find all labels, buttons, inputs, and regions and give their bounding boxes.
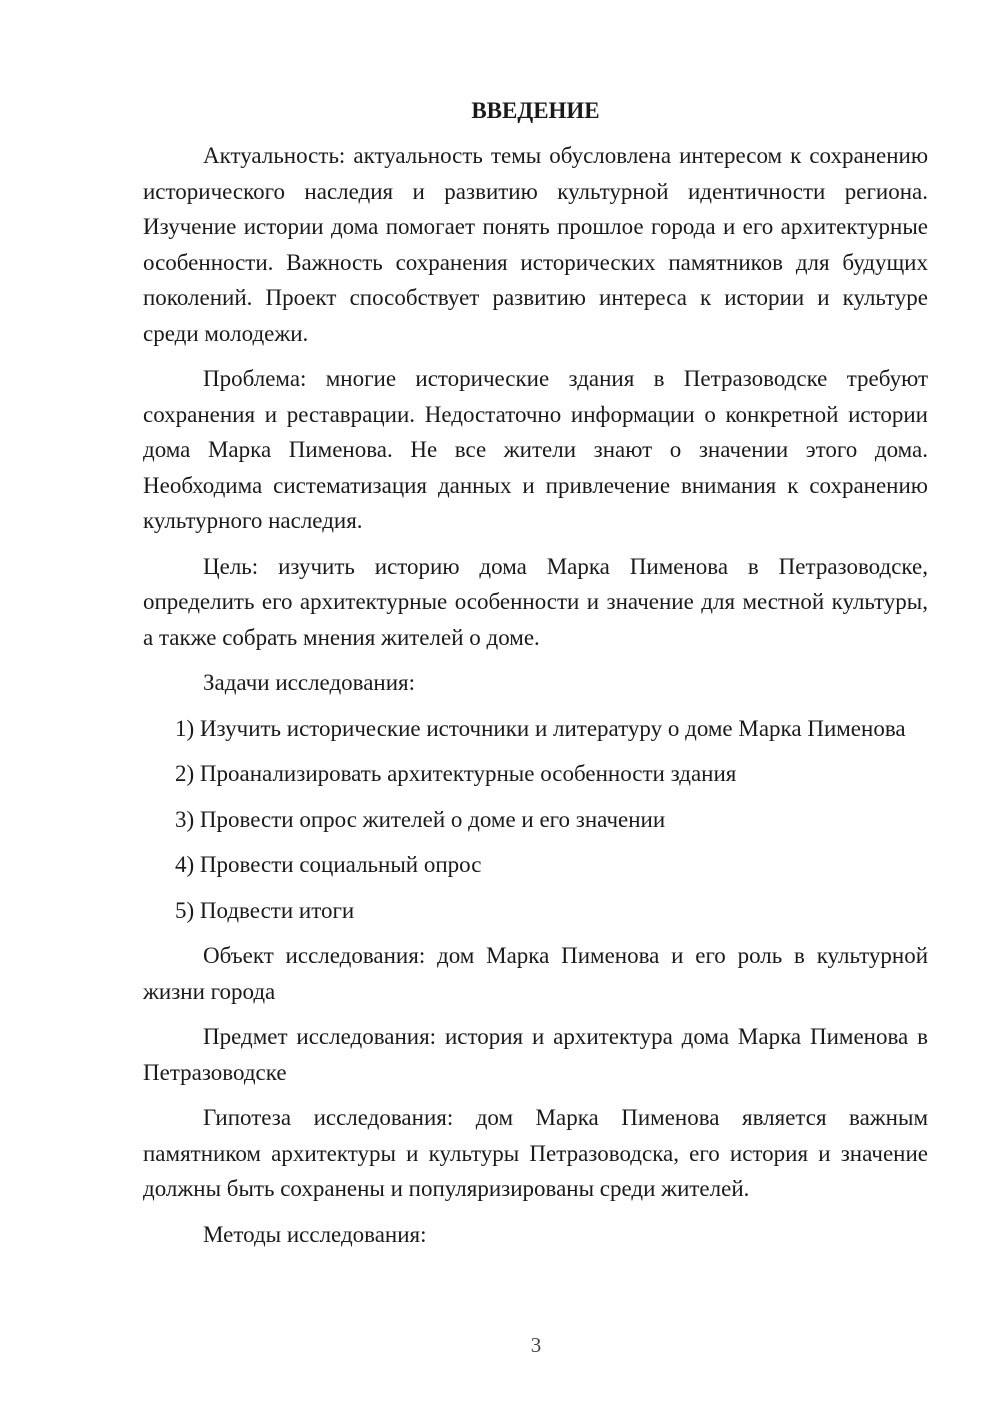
list-item: 1) Изучить исторические источники и литературу о доме Марка Пименова <box>175 715 906 741</box>
relevance-paragraph: Актуальность: актуальность темы обусловлена интересом к сохранению исторического наследия и развитию культурной идентичности региона. Изучение истории дома помогает понять прошлое города и его архитектурные особенности. Важность сохранения исторических памятников для будущих поколений. Проект способствует развитию интереса к истории и культуре среди молодежи. <box>143 143 928 346</box>
tasks-list <box>143 711 928 929</box>
list-item: 3) Провести опрос жителей о доме и его значении <box>175 806 666 832</box>
object-paragraph: Объект исследования: дом Марка Пименова и его роль в культурной жизни города <box>143 943 928 1004</box>
methods-heading: Методы исследования: <box>203 1221 427 1247</box>
page-number: 3 <box>530 1333 542 1357</box>
page-title: ВВЕДЕНИЕ <box>471 98 600 123</box>
list-item: 5) Подвести итоги <box>175 897 355 923</box>
page-content <box>143 96 928 1262</box>
problem-paragraph: Проблема: многие исторические здания в Петразоводске требуют сохранения и реставрации. Недостаточно информации о конкретной истории дома Марка Пименова. Не все жители знают о значении этого дома. Необходима систематизация данных и привлечение внимания к сохранению культурного наследия. <box>143 366 928 533</box>
hypothesis-paragraph: Гипотеза исследования: дом Марка Пименова является важным памятником архитектуры и культуры Петразоводска, его история и значение должны быть сохранены и популяризированы среди жителей. <box>143 1105 928 1201</box>
list-item: 2) Проанализировать архитектурные особенности здания <box>175 761 737 786</box>
tasks-heading: Задачи исследования: <box>203 670 416 695</box>
goal-paragraph: Цель: изучить историю дома Марка Пименова в Петразоводске, определить его архитектурные особенности и значение для местной культуры, а также собрать мнения жителей о доме. <box>143 553 928 650</box>
list-item: 4) Провести социальный опрос <box>175 852 482 877</box>
subject-paragraph: Предмет исследования: история и архитектура дома Марка Пименова в Петразоводске <box>143 1024 928 1085</box>
